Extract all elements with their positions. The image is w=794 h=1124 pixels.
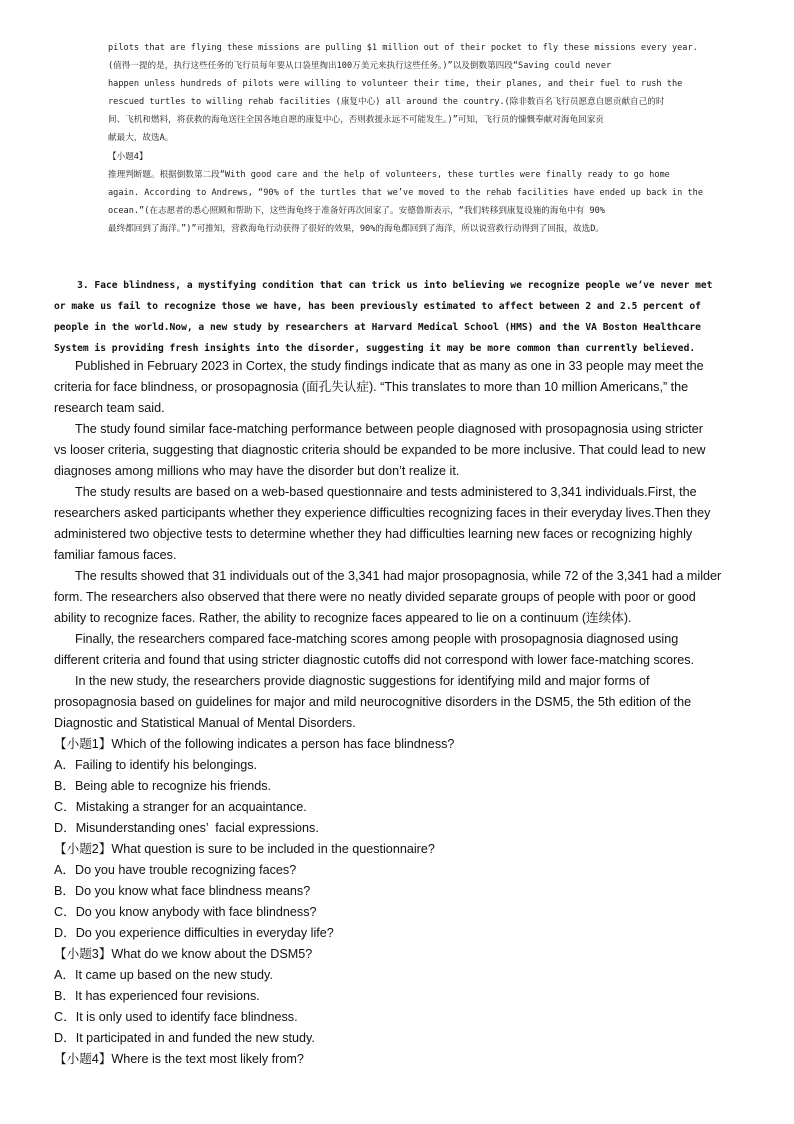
option-d: D．Misunderstanding ones’ facial expressions. (54, 821, 319, 835)
paragraph-line: The study results are based on a web-based questionnaire and tests administered to 3,341 individuals.First, the (75, 485, 697, 499)
question-stem: 【小题4】Where is the text most likely from? (54, 1052, 304, 1066)
option-b: B．It has experienced four revisions. (54, 989, 260, 1003)
paragraph-line: familiar famous faces. (54, 548, 177, 562)
option-d: D．Do you experience difficulties in everyday life? (54, 926, 334, 940)
explanation-line: 最终都回到了海洋。”)”可推知，营救海龟行动获得了很好的效果，90%的海龟都回到了海洋，所以说营救行动得到了回报，故选D。 (108, 223, 604, 234)
paragraph-line: administered two objective tests to determine whether they had difficulties learning new faces or recognizing highly (54, 527, 693, 541)
passage-intro (54, 275, 744, 359)
option-c: C．Mistaking a stranger for an acquaintance. (54, 800, 307, 814)
paragraph-line: criteria for face blindness, or prosopagnosia (面孔失认症). “This translates to more than 10 million Americans,” the (54, 380, 689, 394)
option-b: B．Do you know what face blindness means? (54, 884, 311, 898)
option-c: C．Do you know anybody with face blindness? (54, 905, 317, 919)
question-4-tag: 【小题4】 (108, 151, 148, 162)
explanation-line: ocean.”(在志愿者的悉心照顾和帮助下，这些海龟终于准备好再次回家了。安德鲁斯表示，“我们转移到康复设施的海龟中有 90% (108, 205, 605, 216)
paragraph-line: researchers asked participants whether they experience difficulties recognizing faces in their everyday lives.Then they (54, 506, 711, 520)
explanation-line: 推理判断题。根据倒数第二段“With good care and the help of volunteers, these turtles were finally ready to go home (108, 169, 670, 180)
option-d: D．It participated in and funded the new study. (54, 1031, 315, 1045)
paragraph-line: The study found similar face-matching performance between people diagnosed with prosopagnosia using stricter (75, 422, 703, 436)
option-c: C．It is only used to identify face blindness. (54, 1010, 298, 1024)
paragraph-line: different criteria and found that using stricter diagnostic cutoffs did not correspond with lower face-matching scores. (54, 653, 695, 667)
paragraph-line: ability to recognize faces. Rather, the ability to recognize faces appeared to lie on a continuum (连续体). (54, 611, 632, 625)
answer-explanation (108, 39, 728, 238)
explanation-line: rescued turtles to willing rehab facilities (康复中心) all around the country.(除非数百名飞行员愿意自愿贡献自己的时 (108, 97, 665, 108)
explanation-line: pilots that are flying these missions are pulling $1 million out of their pocket to fly these missions every year. (108, 43, 698, 53)
paragraph-line: research team said. (54, 401, 165, 415)
paragraph-line: The results showed that 31 individuals out of the 3,341 had major prosopagnosia, while 72 of the 3,341 had a milder (75, 569, 722, 583)
paragraph-line: diagnoses among millions who may have the disorder but don’t realize it. (54, 464, 460, 478)
explanation-line: 献最大，故选A。 (108, 133, 174, 144)
explanation-line: happen unless hundreds of pilots were willing to volunteer their time, their planes, and their fuel to rush the (108, 79, 683, 90)
paragraph-line: In the new study, the researchers provide diagnostic suggestions for identifying mild and major forms of (75, 674, 650, 688)
question-stem: 【小题1】Which of the following indicates a person has face blindness? (54, 737, 455, 751)
option-a: A．Failing to identify his belongings. (54, 758, 258, 772)
question-stem: 【小题3】What do we know about the DSM5? (54, 947, 313, 961)
explanation-line: 间、飞机和燃料，将获救的海龟送往全国各地自愿的康复中心，否则救援永远不可能发生。)”可知，飞行员的慷慨奉献对海龟回家贡 (108, 115, 604, 126)
option-a: A．Do you have trouble recognizing faces? (54, 863, 297, 877)
explanation-line: again. According to Andrews, “90% of the turtles that we’ve moved to the rehab facilities have ended up back in the (108, 187, 703, 198)
explanation-line: (值得一提的是，执行这些任务的飞行员每年要从口袋里掏出100万美元来执行这些任务。)”以及倒数第四段“Saving could never (108, 61, 612, 72)
paragraph-line: Finally, the researchers compared face-matching scores among people with prosopagnosia diagnosed using (75, 632, 679, 646)
paragraph-line: form. The researchers also observed that there were no neatly divided separate groups of people with poor or good (54, 590, 696, 604)
paragraph-line: prosopagnosia based on guidelines for major and mild neurocognitive disorders in the DSM5, the 5th edition of the (54, 695, 692, 709)
option-a: A．It came up based on the new study. (54, 968, 273, 982)
intro-line: people in the world.Now, a new study by researchers at Harvard Medical School (HMS) and the VA Boston Healthcare (54, 322, 701, 333)
option-b: B．Being able to recognize his friends. (54, 779, 272, 793)
passage-body (54, 356, 744, 1070)
intro-line: 3. Face blindness, a mystifying condition that can trick us into believing we recognize people we’ve never met (54, 280, 713, 291)
question-stem: 【小题2】What question is sure to be included in the questionnaire? (54, 842, 435, 856)
intro-line: System is providing fresh insights into the disorder, suggesting it may be more common than currently believed. (54, 343, 696, 354)
paragraph-line: vs looser criteria, suggesting that diagnostic criteria should be expanded to be more inclusive. That could lead to new (54, 443, 706, 457)
paragraph-line: Diagnostic and Statistical Manual of Mental Disorders. (54, 716, 356, 730)
intro-line: or make us fail to recognize those we have, has been previously estimated to affect between 2 and 2.5 percent of (54, 301, 701, 312)
paragraph-line: Published in February 2023 in Cortex, the study findings indicate that as many as one in 33 people may meet the (75, 359, 704, 373)
